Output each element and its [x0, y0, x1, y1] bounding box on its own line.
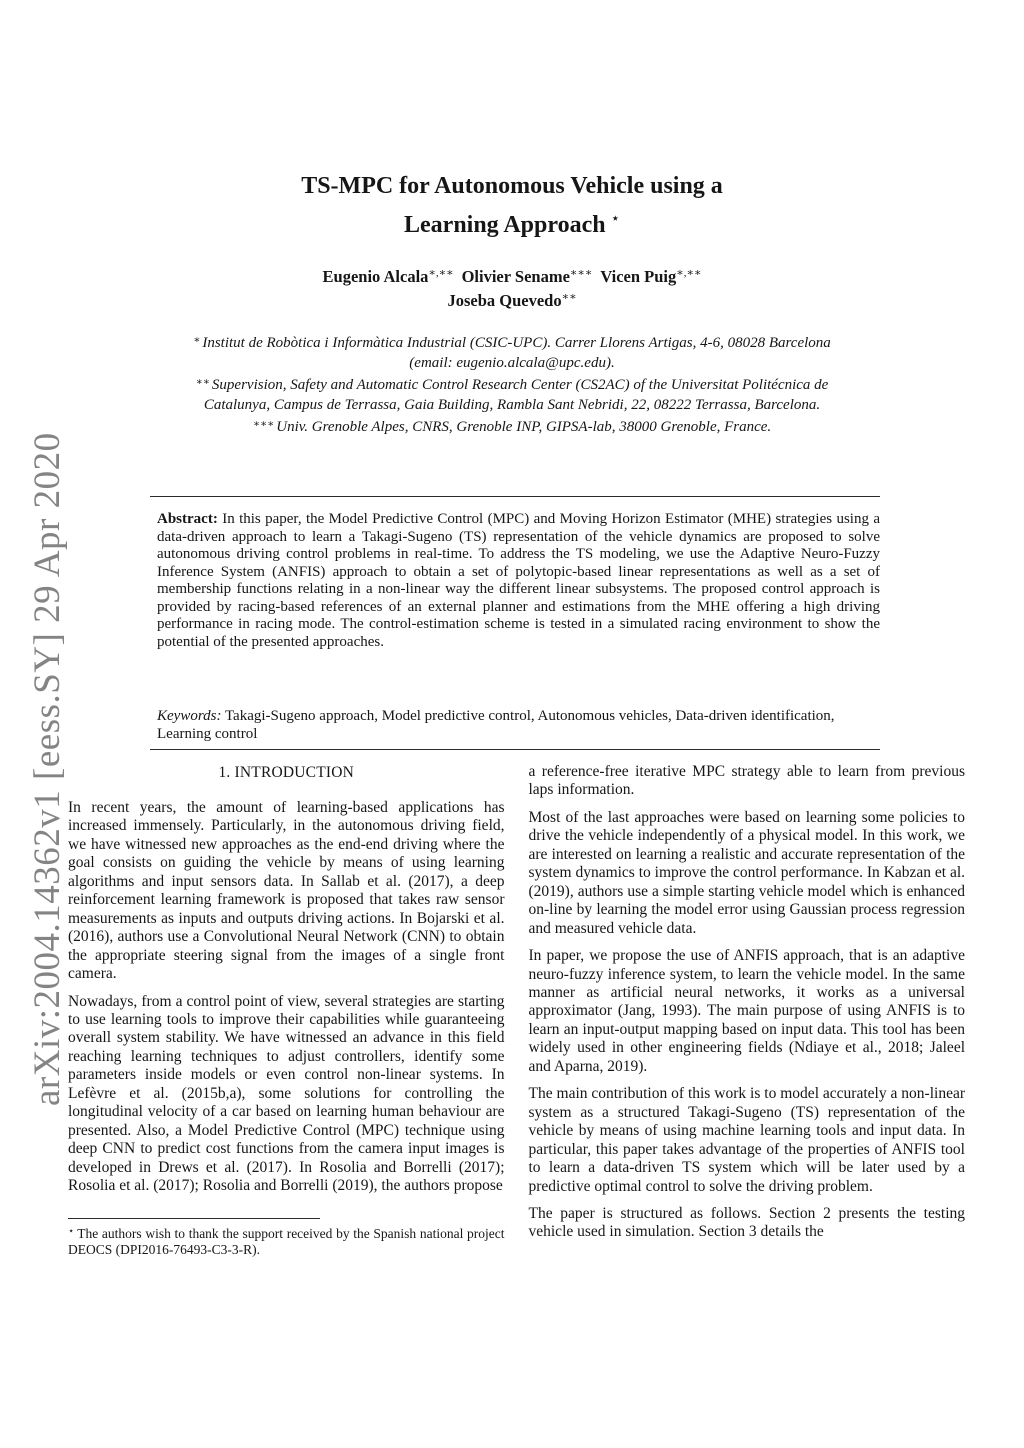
author-list	[147, 263, 877, 311]
affiliation-text: Univ. Grenoble Alpes, CNRS, Grenoble INP, GIPSA-lab, 38000 Grenoble, France.	[276, 419, 772, 435]
right-column	[529, 763, 966, 1268]
section-heading-introduction: 1. INTRODUCTION	[218, 764, 355, 781]
author-name: Joseba Quevedo	[447, 291, 562, 310]
body-paragraph: a reference-free iterative MPC strategy able to learn from previous laps information.	[528, 763, 965, 799]
abstract-top-rule	[150, 496, 880, 497]
footnote-text: The authors wish to thank the support received by the Spanish national project DEOCS (DPI2016-76493-C3-3-R).	[68, 1225, 505, 1258]
title-thanks-star: ⋆	[610, 211, 620, 227]
affiliation-text: Supervision, Safety and Automatic Control Research Center (CS2AC) of the Universitat Politécnica de Catalunya, Campus de Terrassa, Gaia Building, Rambla Sant Nebridi, 22, 08222 Terrassa, Barcelona.	[203, 377, 829, 413]
abstract-text: In this paper, the Model Predictive Control (MPC) and Moving Horizon Estimator (MHE) strategies using a data-driven approach to learn a Takagi-Sugeno (TS) representation of the vehicle dynamics are proposed to solve autonomous driving control problems in real-time. To address the TS modeling, we use the Adaptive Neuro-Fuzzy Inference System (ANFIS) approach to obtain a set of polytopic-based linear representations as well as a set of membership functions relating in a non-linear way the different linear subsystems. The proposed control approach is provided by racing-based references of an external planner and estimations from the MHE offering a high driving performance in racing mode. The control-estimation scheme is tested in a simulated racing environment to show the potential of the presented approaches.	[157, 511, 880, 650]
footnote-rule	[68, 1218, 320, 1219]
affiliation-text: Institut de Robòtica i Informàtica Industrial (CSIC-UPC). Carrer Llorens Artigas, 4-6, 08028 Barcelona (email: eugenio.alcala@upc.edu).	[202, 335, 831, 371]
arxiv-watermark: arXiv:2004.14362v1 [eess.SY] 29 Apr 2020	[27, 432, 68, 1106]
abstract-label: Abstract:	[157, 511, 218, 527]
thanks-footnote	[68, 1224, 505, 1259]
body-paragraph: In paper, we propose the use of ANFIS approach, that is an adaptive neuro-fuzzy inference system, to learn the vehicle model. In the same manner as artificial neural networks, it works as a universal approximator (Jang, 1993). The main purpose of using ANFIS is to learn an input-output mapping based on input data. This tool has been widely used in other engineering fields (Ndiaye et al., 2018; Jaleel and Aparna, 2019).	[528, 947, 965, 1075]
paper-title	[147, 170, 877, 242]
keywords-bottom-rule	[150, 749, 880, 750]
left-column	[68, 763, 505, 1268]
affiliation-entry	[188, 331, 836, 373]
author-name: Eugenio Alcala	[322, 267, 429, 286]
affiliation-entry	[188, 373, 836, 415]
affiliation-entry	[188, 415, 836, 438]
keywords	[157, 707, 880, 743]
paper-header	[147, 0, 877, 438]
body-paragraph: Nowadays, from a control point of view, several strategies are starting to use learning tools to improve their capabilities while guaranteeing overall system stability. We have witnessed an advance in this field reaching learning techniques to adjust controllers, identify some parameters inside models or even control non-linear systems. In Lefèvre et al. (2015b,a), some solutions for controlling the longitudinal velocity of a car based on learning human behaviour are presented. Also, a Model Predictive Control (MPC) technique using deep CNN to predict cost functions from the camera input images is developed in Drews et al. (2017). In Rosolia and Borrelli (2017); Rosolia et al. (2017); Rosolia and Borrelli (2019), the authors propose	[68, 992, 505, 1195]
title-line1: TS-MPC for Autonomous Vehicle using a	[301, 173, 723, 199]
abstract	[157, 511, 880, 651]
author-name: Olivier Sename	[461, 267, 570, 286]
author-affiliation-marker: ∗,∗∗	[428, 267, 454, 279]
author-name: Vicen Puig	[600, 267, 677, 286]
author-affiliation-marker: ∗∗	[561, 291, 577, 303]
title-line2: Learning Approach	[404, 212, 606, 238]
affiliation-block	[188, 331, 836, 438]
keywords-label: Keywords:	[157, 708, 222, 724]
body-paragraph: The main contribution of this work is to model accurately a non-linear system as a structured Takagi-Sugeno (TS) representation of the vehicle by means of using machine learning tools and input data. In particular, this paper takes advantage of the properties of ANFIS tool to learn a data-driven TS system which will be later used by a predictive optimal control to solve the driving problem.	[528, 1085, 965, 1195]
body-paragraph: The paper is structured as follows. Section 2 presents the testing vehicle used in simulation. Section 3 details the	[528, 1204, 965, 1241]
author-affiliation-marker: ∗,∗∗	[676, 267, 702, 279]
affiliation-marker: ∗∗∗	[252, 419, 275, 430]
affiliation-marker: ∗∗	[195, 377, 210, 388]
keywords-text: Takagi-Sugeno approach, Model predictive control, Autonomous vehicles, Data-driven identification, Learning control	[157, 708, 835, 742]
two-column-body	[68, 763, 965, 1268]
footnote-marker: ⋆	[68, 1225, 75, 1237]
author-affiliation-marker: ∗∗∗	[569, 267, 593, 279]
body-paragraph: Most of the last approaches were based on learning some policies to drive the vehicle independently of a physical model. In this work, we are interested on learning a realistic and accurate representation of the system dynamics to improve the control performance. In Kabzan et al. (2019), authors use a simple starting vehicle model which is enhanced on-line by learning the model error using Gaussian process regression and measured vehicle data.	[528, 808, 965, 937]
body-paragraph: In recent years, the amount of learning-based applications has increased immensely. Particularly, in the autonomous driving field, we have witnessed new approaches as the end-end driving where the goal consists on guiding the vehicle by means of using learning algorithms and input sensors data. In Sallab et al. (2017), a deep reinforcement learning framework is proposed that takes raw sensor measurements as inputs and outputs driving actions. In Bojarski et al. (2016), authors use a Convolutional Neural Network (CNN) to obtain the appropriate steering signal from the images of a single front camera.	[68, 799, 505, 983]
affiliation-marker: ∗	[193, 335, 201, 346]
